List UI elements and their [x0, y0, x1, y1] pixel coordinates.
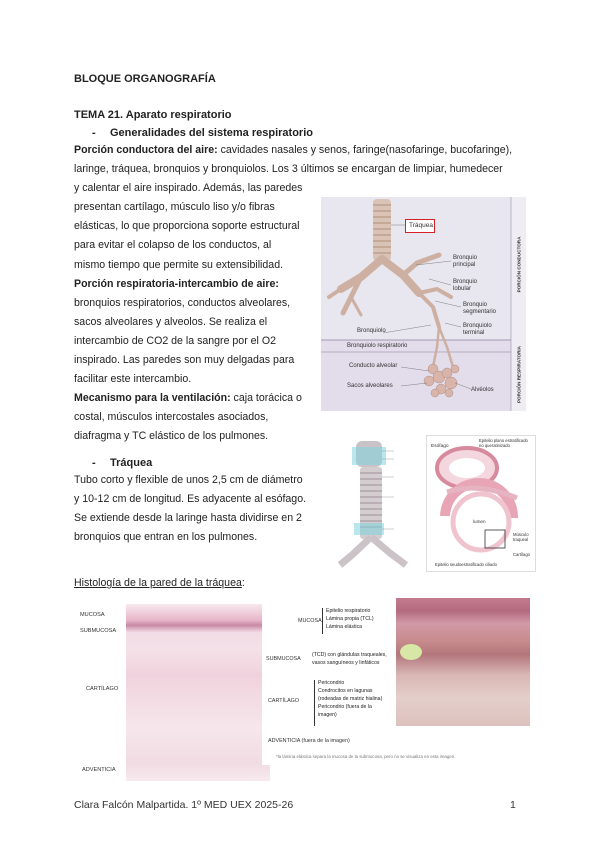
label-submucosa-right: SUBMUCOSA — [266, 656, 301, 662]
respiratoria-line4: inspirado. Las paredes son muy delgadas para — [74, 354, 295, 367]
label-cartilago-right: CARTÍLAGO — [268, 698, 300, 704]
respiratoria-label: Porción respiratoria-intercambio de aire: — [74, 277, 279, 290]
respiratoria-line3: intercambio de CO2 de la sangre por el O2 — [74, 334, 276, 347]
label-mucosa-left: MUCOSA — [80, 612, 105, 618]
cartilago-item-4: Pericondrio (fuera de la — [318, 704, 372, 710]
histology-left-micrograph — [126, 604, 270, 781]
histology-right-micrograph — [396, 598, 530, 726]
footer-author: Clara Falcón Malpartida. 1º MED UEX 2025-26 — [74, 799, 294, 811]
traquea-line3: Se extiende desde la laringe hasta dividirse en 2 — [74, 512, 302, 525]
cartilago-item-1: Pericondrio — [318, 680, 345, 686]
side-label-respiratoria: PORCIÓN RESPIRATORIA — [516, 346, 522, 404]
conductora-line6: para evitar el colapso de los conductos, al — [74, 239, 272, 252]
trachea-shape — [373, 199, 391, 261]
histology-left-figure — [80, 604, 270, 781]
conductora-label: Porción conductora del aire: — [74, 144, 218, 156]
traquea-line2: y 10-12 cm de longitud. Es adyacente al esófago. — [74, 493, 307, 506]
conductora-line1: cavidades nasales y senos, faringe(nasofaringe, bucofaringe), — [217, 144, 513, 156]
respiratory-tree-figure — [321, 197, 526, 411]
mucosa-item-3: Lámina elástica — [326, 624, 363, 630]
label-submucosa-left: SUBMUCOSA — [80, 628, 117, 634]
conductora-line7: mismo tiempo que permite su extensibilidad. — [74, 258, 284, 271]
submucosa-item-1: (TCD) con glándulas traqueales, — [312, 652, 387, 658]
side-label-conductora: PORCIÓN CONDUCTORA — [516, 236, 522, 293]
respiratoria-line1: bronquios respiratorios, conductos alveolares, — [74, 296, 291, 309]
histology-title-text: Histología de la pared de la tráquea — [74, 577, 242, 589]
block-title: BLOQUE ORGANOGRAFÍA — [74, 73, 216, 85]
section2-title: Tráquea — [110, 457, 153, 469]
submucosa-item-2: vasos sanguíneos y linfáticos — [312, 660, 380, 666]
conductora-line2: laringe, tráquea, bronquios y bronquiolos. Los 3 últimos se encargan de limpiar, humedecer — [74, 163, 503, 176]
traquea-line1: Tubo corto y flexible de unos 2,5 cm de diámetro — [74, 474, 303, 486]
trachea-cross-section-micrograph — [427, 436, 535, 571]
label-musculo-traqueal: Músculo traqueal — [513, 532, 529, 542]
mucosa-item-1: Epitelio respiratorio — [326, 608, 371, 614]
histology-caption: *la lámina elástica separa la mucosa de la submucosa, pero no se visualiza en esta imagen. — [276, 754, 456, 759]
footer-page-number: 1 — [510, 799, 516, 811]
label-bronquiolo: Bronquiolo — [357, 328, 386, 334]
respiratoria-line2: sacos alveolares y alveolos. Se realiza el — [74, 315, 268, 328]
label-mucosa-right: MUCOSA — [298, 618, 322, 624]
label-bronquio-segmentario: Bronquio segmentario — [463, 302, 497, 315]
label-bronquiolo-respiratorio: Bronquiolo respiratorio — [347, 343, 408, 349]
cartilago-item-2: Condrocitos en lagunas — [318, 688, 373, 694]
label-alveolos: Alvéolos — [471, 387, 494, 393]
label-epitelio-seudo: Epitelio seudoestratificado ciliado — [435, 562, 497, 567]
histology-title-colon: : — [241, 577, 245, 589]
section2-dash: - — [92, 457, 96, 469]
ventilacion-line2: costal, músculos intercostales asociados, — [74, 411, 269, 424]
label-cartilago-left: CARTÍLAGO — [86, 686, 119, 692]
label-sacos-alveolares: Sacos alveolares — [347, 383, 393, 389]
conductora-line5: elásticas, lo que proporciona soporte estructural — [74, 220, 300, 233]
label-adventicia-left: ADVENTICIA — [82, 767, 116, 773]
conductora-line4: presentan cartílago, músculo liso y/o fibras — [74, 201, 275, 214]
histology-title — [74, 574, 245, 593]
label-conducto-alveolar: Conducto alveolar — [349, 363, 398, 369]
label-bronquio-lobular: Bronquio lobular — [453, 279, 478, 292]
conductora-line3: y calentar el aire inspirado. Además, las paredes — [74, 182, 303, 195]
label-bronquiolo-terminal: Bronquiolo terminal — [463, 323, 492, 336]
ventilacion-line3: diafragma y TC elástico de los pulmones. — [74, 430, 269, 443]
trachea-cross-section-figure — [426, 435, 536, 572]
gland-highlight — [400, 644, 422, 660]
trachea-anatomy-illustration — [330, 437, 420, 570]
mucosa-item-2: Lámina propia (TCL) — [326, 616, 374, 622]
respiratoria-line5: facilitar este intercambio. — [74, 373, 192, 386]
paragraph-traquea — [74, 471, 324, 547]
cartilago-item-5: imagen) — [318, 712, 337, 718]
ventilacion-label: Mecanismo para la ventilación: — [74, 392, 231, 405]
label-adventicia-right: ADVENTICIA (fuera de la imagen) — [268, 738, 350, 744]
section1-dash: - — [92, 127, 96, 139]
trachea-highlight-label: Tráquea — [409, 222, 433, 229]
label-epitelio-plano: Epitelio plano estratificado no queratinizado — [479, 438, 528, 448]
label-bronquio-principal: Bronquio principal — [453, 255, 478, 268]
section1-title: Generalidades del sistema respiratorio — [110, 127, 313, 139]
cartilago-item-3: (rodeadas de matriz hialina) — [318, 696, 383, 702]
label-cartilago-section: Cartílago — [513, 552, 530, 557]
label-luz: lumen — [473, 519, 486, 524]
trachea-anatomy-figure — [330, 437, 420, 570]
topic-title: TEMA 21. Aparato respiratorio — [74, 109, 232, 121]
traquea-line4: bronquios que entran en los pulmones. — [74, 531, 258, 544]
label-esofago: Esófago — [431, 444, 449, 449]
ventilacion-line1: caja torácica o — [230, 392, 302, 405]
histology-right-figure — [262, 598, 530, 765]
